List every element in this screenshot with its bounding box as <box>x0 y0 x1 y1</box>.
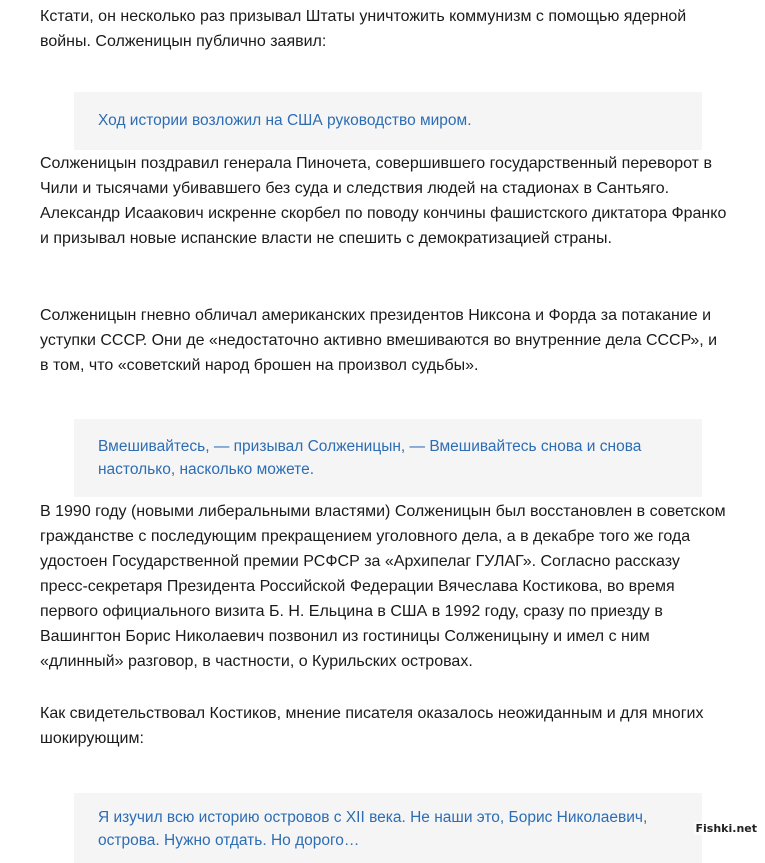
quote-text: Вмешивайтесь, — призывал Солженицын, — Вмешивайтесь снова и снова настолько, насколько можете. <box>98 437 642 478</box>
site-watermark: Fishki.net <box>695 822 757 835</box>
paragraph: Как свидетельствовал Костиков, мнение писателя оказалось неожиданным и для многих шокирующим: <box>40 705 704 747</box>
quote-text: Я изучил всю историю островов с XII века. Не наши это, Борис Николаевич, острова. Нужно отдать. Но дорого… <box>98 808 648 849</box>
blockquote <box>74 793 702 863</box>
blockquote <box>74 419 702 497</box>
paragraph: Солженицын гневно обличал американских президентов Никсона и Форда за потакание и уступки СССР. Они де «недостаточно активно вмешиваются во внутренние дела СССР», и в том, что «советский народ брошен на произвол судьбы». <box>40 307 718 374</box>
quote-text: Ход истории возложил на США руководство миром. <box>98 112 472 129</box>
paragraph: Кстати, он несколько раз призывал Штаты уничтожить коммунизм с помощью ядерной войны. Солженицын публично заявил: <box>40 8 687 50</box>
blockquote <box>74 92 702 150</box>
paragraph: В 1990 году (новыми либеральными властями) Солженицын был восстановлен в советском гражданстве с последующим прекращением уголовного дела, а в декабре того же года удостоен Государственной премии РСФСР за «Архипелаг ГУЛАГ». Согласно рассказу пресс-секретаря Президента Российской Федерации Вячеслава Костикова, во время первого официального визита Б. Н. Ельцина в США в 1992 году, сразу по приезду в Вашингтон Борис Николаевич позвонил из гостиницы Солженицыну и имел с ним «длинный» разговор, в частности, о Курильских островах. <box>40 503 726 670</box>
paragraph: Солженицын поздравил генерала Пиночета, совершившего государственный переворот в Чили и тысячами убивавшего без суда и следствия людей на стадионах в Сантьяго. Александр Исаакович искренне скорбел по поводу кончины фашистского диктатора Франко и призывал новые испанские власти не спешить с демократизацией страны. <box>40 155 727 247</box>
